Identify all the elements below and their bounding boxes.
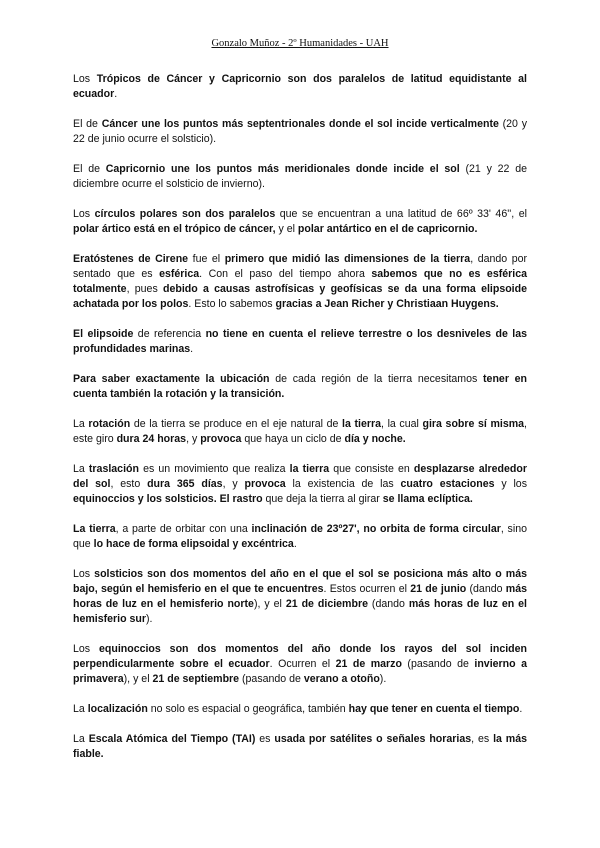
- paragraph: [73, 372, 527, 402]
- text-run: La: [73, 418, 89, 430]
- text-run: es un movimiento que realiza: [138, 463, 290, 475]
- bold-run: cuatro estaciones: [400, 478, 495, 490]
- text-run: (pasando de: [401, 658, 475, 670]
- bold-run: Eratóstenes de Cirene: [73, 253, 189, 265]
- bold-run: esférica: [159, 268, 200, 280]
- text-run: es: [255, 733, 275, 745]
- text-run: . Con el paso del tiempo ahora: [199, 268, 372, 280]
- paragraph: [73, 252, 527, 312]
- paragraph: [73, 117, 527, 147]
- text-run: .: [519, 703, 523, 715]
- bold-run: usada por satélites o señales horarias: [274, 733, 472, 745]
- bold-run: La tierra: [73, 523, 116, 535]
- bold-run: más horas de luz en el hemisferio sur: [73, 598, 527, 625]
- bold-run: gracias a Jean Richer y Christiaan Huygens.: [275, 298, 499, 310]
- bold-run: rotación: [88, 418, 131, 430]
- bold-run: tener en cuenta también la rotación y la transición.: [73, 373, 528, 400]
- bold-run: la más fiable.: [73, 733, 528, 760]
- text-run: que se encuentran a una latitud de 66º 33' 46'', el: [275, 208, 527, 220]
- text-run: , esto: [110, 478, 148, 490]
- bold-run: la tierra: [342, 418, 381, 430]
- bold-run: invierno a primavera: [73, 658, 527, 685]
- bold-run: polar antártico en el de capricornio.: [297, 223, 478, 235]
- bold-run: se llama eclíptica.: [382, 493, 473, 505]
- text-run: , y: [186, 433, 201, 445]
- bold-run: hay que tener en cuenta el tiempo: [348, 703, 520, 715]
- paragraph: [73, 207, 527, 237]
- paragraph: [73, 702, 527, 717]
- text-run: , a parte de orbitar con una: [115, 523, 252, 535]
- bold-run: traslación: [88, 463, 139, 475]
- bold-run: no tiene en cuenta el relieve terrestre o los desniveles de las profundidades marinas: [73, 328, 527, 355]
- bold-run: verano a otoño: [303, 673, 380, 685]
- paragraph: [73, 417, 527, 447]
- text-run: que haya un ciclo de: [241, 433, 345, 445]
- text-run: , dando por sentado que es: [73, 253, 528, 280]
- bold-run: primero que midió las dimensiones de la tierra: [224, 253, 471, 265]
- paragraph: [73, 642, 527, 687]
- text-run: .: [190, 343, 194, 355]
- bold-run: círculos polares son dos paralelos: [94, 208, 276, 220]
- text-run: y el: [275, 223, 298, 235]
- paragraph: [73, 462, 527, 507]
- text-run: no solo es espacial o geográfica, también: [147, 703, 349, 715]
- bold-run: la tierra: [289, 463, 330, 475]
- text-run: (21 y 22 de diciembre ocurre el solsticio de invierno).: [73, 163, 528, 190]
- text-run: . Estos ocurren el: [323, 583, 411, 595]
- bold-run: solsticios son dos momentos del año en el que el sol se posiciona más alto o más bajo, según el hemisferio en el que te encuentres: [73, 568, 527, 595]
- text-run: El de: [73, 118, 102, 130]
- text-run: (dando: [367, 598, 409, 610]
- text-run: El de: [73, 163, 106, 175]
- bold-run: Capricornio une los puntos más meridionales donde incide el sol: [105, 163, 460, 175]
- bold-run: inclinación de 23º27', no orbita de forma circular: [251, 523, 501, 535]
- text-run: Los: [73, 568, 95, 580]
- text-run: Los: [73, 208, 95, 220]
- bold-run: 21 de junio: [410, 583, 467, 595]
- text-run: de cada región de la tierra necesitamos: [269, 373, 484, 385]
- text-run: (pasando de: [239, 673, 304, 685]
- bold-run: localización: [87, 703, 148, 715]
- text-run: que consiste en: [329, 463, 414, 475]
- text-run: , es: [471, 733, 494, 745]
- text-run: . Ocurren el: [269, 658, 336, 670]
- text-run: ), y el: [123, 673, 153, 685]
- text-run: , y: [222, 478, 245, 490]
- header-text: Gonzalo Muñoz - 2º Humanidades - UAH: [211, 38, 389, 49]
- bold-run: 21 de marzo: [335, 658, 402, 670]
- text-run: La: [73, 733, 89, 745]
- text-run: , la cual: [381, 418, 423, 430]
- bold-run: sabemos que no es esférica totalmente: [73, 268, 527, 295]
- text-run: ).: [379, 673, 387, 685]
- bold-run: 21 de diciembre: [285, 598, 368, 610]
- text-run: que deja la tierra al girar: [262, 493, 383, 505]
- text-run: , este giro: [73, 418, 527, 445]
- bold-run: más horas de luz en el hemisferio norte: [73, 583, 527, 610]
- text-run: la existencia de las: [285, 478, 401, 490]
- bold-run: Para saber exactamente la ubicación: [73, 373, 270, 385]
- text-run: ).: [146, 613, 153, 625]
- paragraph: [73, 327, 527, 357]
- text-run: fue el: [188, 253, 225, 265]
- text-run: ), y el: [253, 598, 286, 610]
- bold-run: equinoccios y los solsticios. El rastro: [73, 493, 263, 505]
- text-run: Los: [73, 73, 97, 85]
- bold-run: Escala Atómica del Tiempo (TAI): [88, 733, 256, 745]
- bold-run: desplazarse alrededor del sol: [73, 463, 527, 490]
- paragraph: [73, 162, 527, 192]
- text-run: .: [114, 88, 118, 100]
- bold-run: 21 de septiembre: [152, 673, 240, 685]
- bold-run: Trópicos de Cáncer y Capricornio son dos paralelos de latitud equidistante al ecuador: [73, 73, 527, 100]
- text-run: y los: [494, 478, 527, 490]
- bold-run: dura 365 días: [147, 478, 223, 490]
- page-header: [0, 38, 600, 49]
- text-run: Los: [73, 643, 99, 655]
- text-run: , pues: [126, 283, 163, 295]
- bold-run: El elipsoide: [73, 328, 134, 340]
- text-run: La: [73, 463, 89, 475]
- paragraph: [73, 567, 527, 627]
- paragraph: [73, 732, 527, 762]
- bold-run: debido a causas astrofísicas y geofísicas se da una forma elipsoide achatada por los polos: [73, 283, 527, 310]
- text-run: . Esto lo sabemos: [188, 298, 276, 310]
- text-run: de referencia: [133, 328, 206, 340]
- bold-run: Cáncer une los puntos más septentrionales donde el sol incide verticalmente: [101, 118, 499, 130]
- text-run: (dando: [466, 583, 506, 595]
- paragraph: [73, 72, 527, 102]
- bold-run: lo hace de forma elipsoidal y excéntrica: [93, 538, 294, 550]
- bold-run: polar ártico está en el trópico de cáncer,: [73, 223, 276, 235]
- document-body: [73, 72, 527, 777]
- text-run: de la tierra se produce en el eje natural de: [130, 418, 343, 430]
- bold-run: día y noche.: [344, 433, 406, 445]
- text-run: .: [293, 538, 297, 550]
- paragraph: [73, 522, 527, 552]
- bold-run: provoca: [244, 478, 286, 490]
- text-run: (20 y 22 de junio ocurre el solsticio).: [73, 118, 527, 145]
- text-run: La: [73, 703, 88, 715]
- text-run: , sino que: [73, 523, 527, 550]
- bold-run: gira sobre sí misma: [422, 418, 525, 430]
- bold-run: equinoccios son dos momentos del año donde los rayos del sol inciden perpendicularmente sobre el ecuador: [73, 643, 528, 670]
- bold-run: provoca: [200, 433, 242, 445]
- bold-run: dura 24 horas: [116, 433, 187, 445]
